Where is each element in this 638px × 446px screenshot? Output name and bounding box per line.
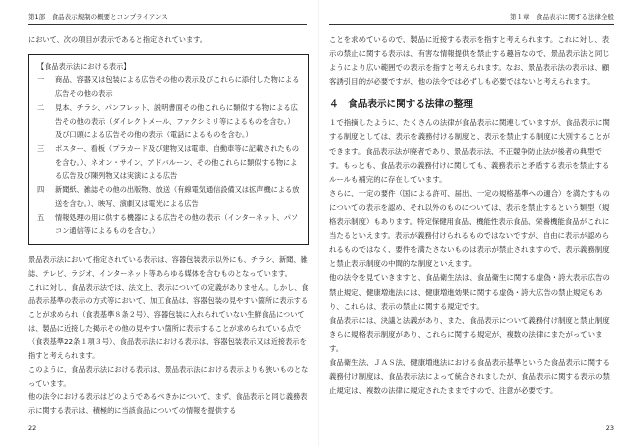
- item-number: 一: [37, 75, 45, 85]
- header-rule: [28, 24, 307, 25]
- list-item: [37, 101, 300, 142]
- paragraph: これに対し、食品表示法では、法文上、表示についての定義がありません。しかし、食品表示基準の表示の方式等において、加工食品は、容器包装の見やすい箇所に表示することが求められ（食表基準８条２号）、容器包装に入れられていない生鮮食品については、製品に近接した掲示その他の見やすい箇所に表示することが求められている点で（食表基準22条１項３号）、食品表示法における表示は、容器包装表示又は近接表示を指すと考えられます。: [28, 282, 309, 361]
- item-number: 五: [37, 212, 45, 222]
- paragraph: このように、食品表示法における表示は、景品表示法における表示よりも狭いものとなっています。: [28, 364, 309, 388]
- item-number: 四: [37, 185, 45, 195]
- box-title: 【食品表示法における表示】: [37, 61, 131, 71]
- paragraph: さらに、一定の要件（国による許可、届出、一定の規格基準への適合）を満たすものについての表示を認め、それ以外のものについては、表示を禁止するという類型（規格表示制度）もあります。特定保健用食品、機能性表示食品、栄養機能食品がこれに当たるといえます。表示が義務付けられるものではないですが、自由に表示が認められるものではなく、要件を満たさないものは表示が禁止されますので、表示義務制度と禁止表示制度の中間的な制度といえます。: [329, 188, 610, 269]
- running-header: 第1部 食品表示規制の概要とコンプライアンス: [28, 13, 168, 21]
- list-item: [37, 211, 300, 238]
- left-page-body: [28, 33, 309, 418]
- section-heading: ４ 食品表示に関する法律の整理: [329, 99, 473, 111]
- definition-box: [28, 54, 309, 245]
- right-page-body: [329, 33, 614, 398]
- list-item: [37, 183, 300, 210]
- paragraph: 食品表示には、決議と法義があり、また、食品表示について義務付け制度と禁止制度きらに規格表示制度があり、これらに関する規定が、複数の法律にまたがっています。: [329, 315, 610, 353]
- header-rule: [329, 24, 614, 25]
- item-text: 商品、容器又は包装による広告その他の表示及びこれらに添付した物による広告その他の表示: [55, 75, 300, 99]
- item-text: 新聞紙、雑誌その他の出版物、放送（有線電気通信設備又は拡声機による放送を含む。）、映写、演劇又は電光による広告: [55, 185, 300, 208]
- item-text: ポスター、看板（プラカード及び建物又は電車、自動車等に記載されたものを含む。）、ネオン・サイン、アドバルーン、その他これらに類似する物による広告及び陳列物又は実演による広告: [55, 144, 300, 181]
- running-header: 第１章 食品表示に関する法律全般: [510, 13, 614, 21]
- page-number: 23: [605, 424, 614, 432]
- paragraph: 景品表示法において指定されている表示は、容器包装表示以外にも、チラシ、新聞、雑誌、テレビ、ラジオ、インターネット等あらゆる媒体を含むものとなっています。: [28, 255, 308, 278]
- item-text: 見本、チラシ、パンフレット、説明書面その他これらに類似する物による広告その他の表示（ダイレクトメール、ファクシミリ等によるものを含む。）及び口頭による広告その他の表示（電話によるものを含む。）: [55, 102, 298, 140]
- intro-text: において、次の項目が表示であると指定されています。: [28, 35, 207, 44]
- paragraph: 他の法令における表示はどのようであるべきかについて、まず、食品表示と同じ義務表示に関する表示は、積極的に当該食品についての情報を提供する: [28, 392, 308, 415]
- list-item: [37, 142, 300, 183]
- paragraph: 食品衛生法、ＪＡＳ法、健康増進法における食品表示基準というた食品表示に関する義務付け制度は、食品表示法によって統合されましたが、食品表示に関する表示の禁止規定は、複数の法律に規定されたままですので、注意が必要です。: [329, 357, 610, 396]
- definition-list: [37, 73, 300, 238]
- intro-text: ことを求めているので、製品に近接する表示を指すと考えられます。これに対し、表示の禁止に関する表示は、有害な情報提供を禁止する趣旨なので、景品表示法と同じようにより広い範囲での表示を指すと考えられます。なお、景品表示法の表示は、顧客誘引目的が必要ですが、他の法令では必ずしも必要ではないと考えられます。: [329, 35, 610, 87]
- item-number: 三: [37, 144, 45, 154]
- item-number: 二: [37, 102, 45, 112]
- paragraph: １で指摘したように、たくさんの法律が食品表示に関連していますが、食品表示に関する制度としては、表示を義務付ける制度と、表示を禁止する制度に大別することができます。食品表示法が廃者であり、景品表示法、不正競争防止法が後者の典型です。もっとも、食品表示の義務付けに関しても、義務表示と矛盾する表示を禁止するルールも補完的に存在しています。: [329, 118, 610, 184]
- paragraph: 他の法令を見ていきますと、食品衛生法は、食品衛生に関する虚偽・誇大表示広告の禁止規定、健康増進法には、健康増進効果に関する虚偽・誇大広告の禁止規定もあり、これらは、表示の禁止に関する規定です。: [329, 273, 610, 311]
- page-number: 22: [28, 424, 37, 432]
- list-item: [37, 73, 300, 100]
- item-text: 情報処理の用に供する機器による広告その他の表示（インターネット、パソコン通信等によるものを含む。）: [55, 212, 299, 236]
- right-page: [319, 0, 638, 446]
